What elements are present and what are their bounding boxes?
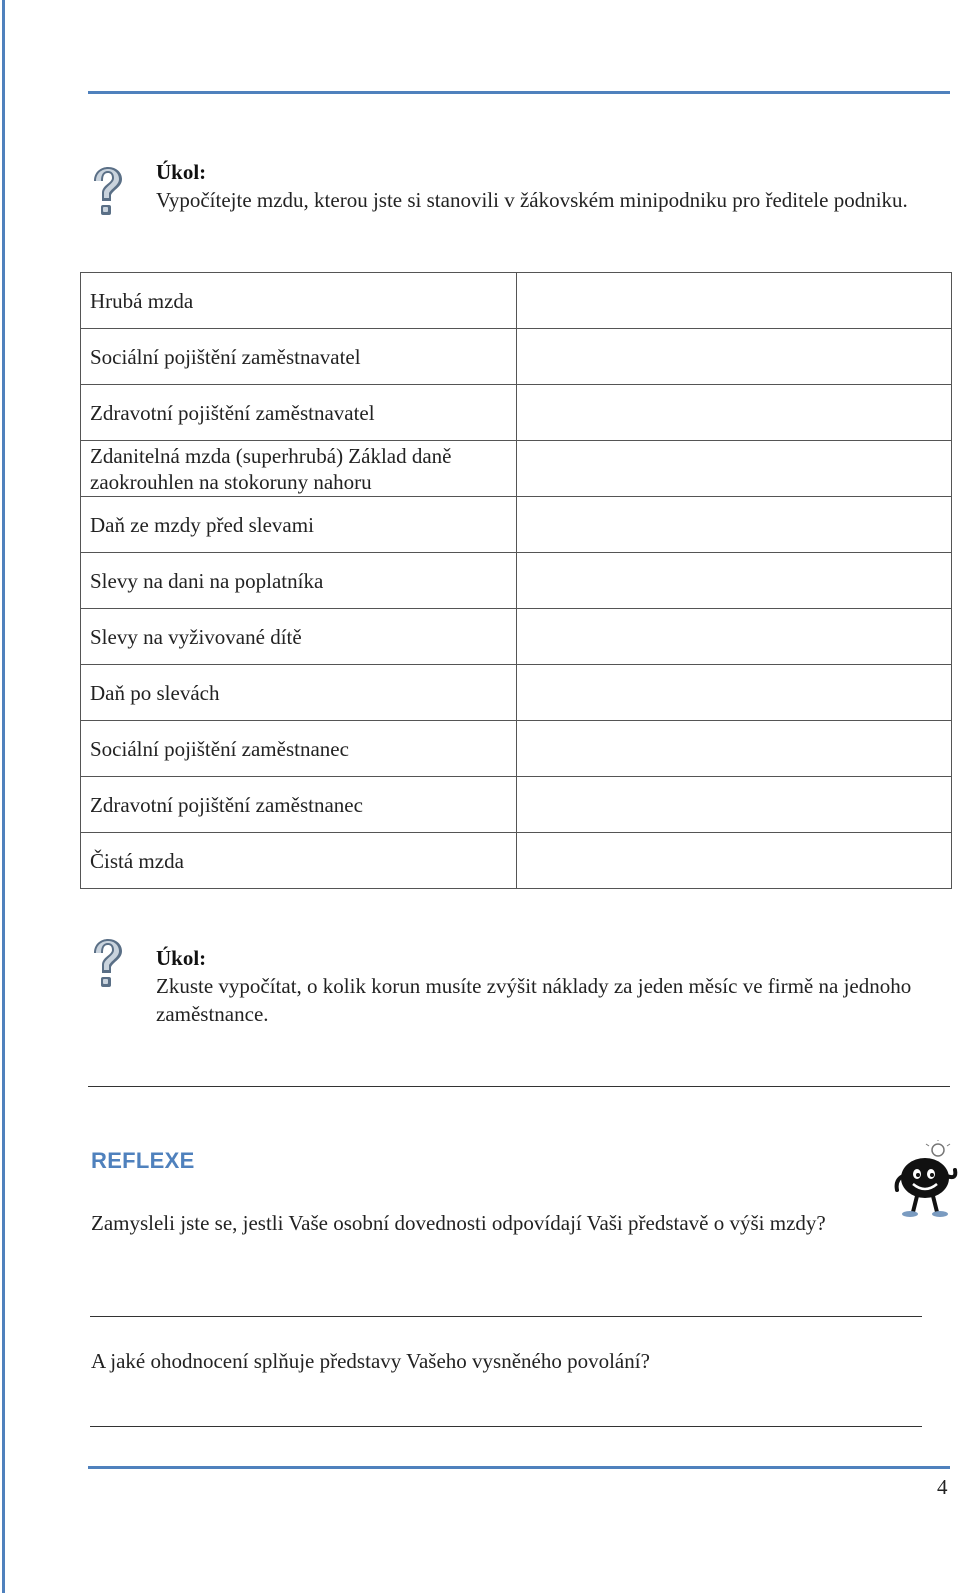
task-1-title: Úkol:: [156, 160, 207, 184]
table-row: [81, 441, 952, 497]
question-mark-icon: [86, 937, 126, 989]
reflexe-heading: REFLEXE: [91, 1148, 195, 1173]
row-label: Hrubá mzda: [81, 273, 517, 329]
footer-rule: [88, 1466, 950, 1469]
row-label: Zdravotní pojištění zaměstnanec: [81, 777, 517, 833]
table-row: [81, 385, 952, 441]
table-row: [81, 833, 952, 889]
task-2-title: Úkol:: [156, 946, 207, 970]
row-value-cell[interactable]: [516, 609, 951, 665]
task-2-text: Zkuste vypočítat, o kolik korun musíte zvýšit náklady za jeden měsíc ve firmě na jednoho zaměstnance.: [156, 974, 912, 1026]
row-value-cell[interactable]: [516, 441, 951, 497]
row-label: Zdanitelná mzda (superhrubá) Základ daně zaokrouhlen na stokoruny nahoru: [81, 441, 517, 497]
row-label: Zdravotní pojištění zaměstnavatel: [81, 385, 517, 441]
row-value-cell[interactable]: [516, 721, 951, 777]
left-margin-rule: [2, 0, 5, 1593]
header-rule: [88, 91, 950, 94]
row-label: Slevy na vyživované dítě: [81, 609, 517, 665]
row-label: Daň po slevách: [81, 665, 517, 721]
table-row: [81, 553, 952, 609]
table-row: [81, 609, 952, 665]
table-row: [81, 721, 952, 777]
table-row: [81, 777, 952, 833]
row-value-cell[interactable]: [516, 833, 951, 889]
row-label: Sociální pojištění zaměstnanec: [81, 721, 517, 777]
row-value-cell[interactable]: [516, 777, 951, 833]
task-1: [156, 158, 946, 214]
task-1-text: Vypočítejte mzdu, kterou jste si stanovili v žákovském minipodniku pro ředitele podniku.: [156, 188, 908, 212]
answer-line-question-1[interactable]: [90, 1316, 922, 1317]
table-row: [81, 273, 952, 329]
row-label: Daň ze mzdy před slevami: [81, 497, 517, 553]
row-value-cell[interactable]: [516, 553, 951, 609]
row-label: Slevy na dani na poplatníka: [81, 553, 517, 609]
reflexe-question-2: A jaké ohodnocení splňuje představy Vašeho vysněného povolání?: [91, 1349, 650, 1373]
row-value-cell[interactable]: [516, 665, 951, 721]
row-value-cell[interactable]: [516, 329, 951, 385]
task-2: [156, 944, 946, 1028]
row-value-cell[interactable]: [516, 273, 951, 329]
mascot-lightbulb-icon: [893, 1140, 960, 1220]
answer-line-task-2[interactable]: [88, 1086, 950, 1087]
row-label: Čistá mzda: [81, 833, 517, 889]
row-label: Sociální pojištění zaměstnavatel: [81, 329, 517, 385]
table-row: [81, 665, 952, 721]
question-mark-icon: [86, 165, 126, 217]
table-row: [81, 497, 952, 553]
table-row: [81, 329, 952, 385]
row-value-cell[interactable]: [516, 497, 951, 553]
wage-table: [80, 272, 952, 889]
page-number: 4: [937, 1475, 948, 1499]
reflexe-question-1: Zamysleli jste se, jestli Vaše osobní dovednosti odpovídají Vaši představě o výši mzdy?: [91, 1211, 826, 1235]
row-value-cell[interactable]: [516, 385, 951, 441]
answer-line-question-2[interactable]: [90, 1426, 922, 1427]
